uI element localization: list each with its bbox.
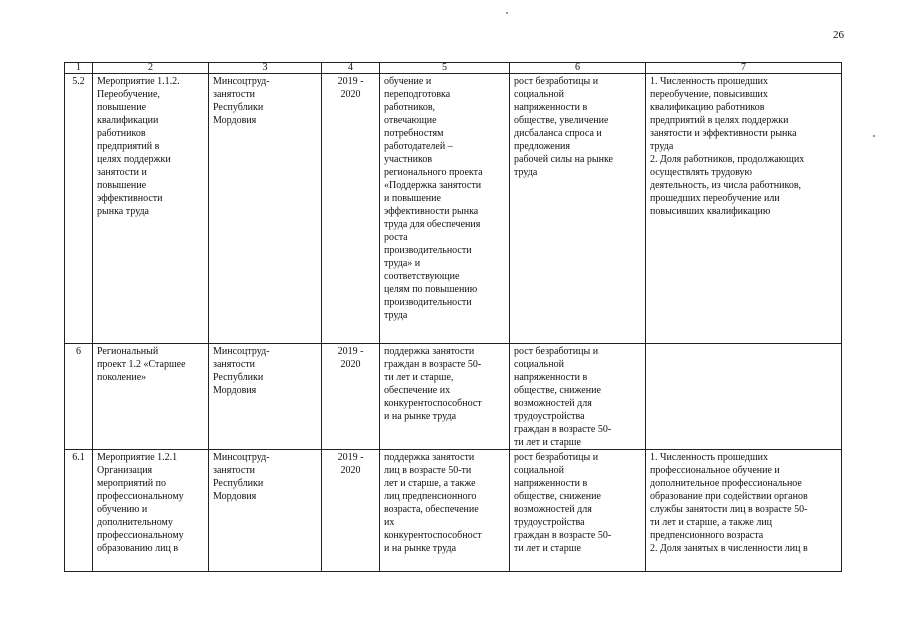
measure-name: Региональный проект 1.2 «Старшее поколение» xyxy=(93,344,209,450)
implementation-period: 2019 - 2020 xyxy=(322,74,380,344)
table-row xyxy=(65,344,842,450)
non-implementation-effect: рост безработицы и социальной напряженности в обществе, снижение возможностей для трудоустройства граждан в возрасте 50- ти лет и старше xyxy=(510,344,646,450)
measure-name: Мероприятие 1.1.2. Переобучение, повышение квалификации работников предприятий в целях поддержки занятости и повышение эффективности рынка труда xyxy=(93,74,209,344)
measures-table xyxy=(64,62,842,572)
scan-speck xyxy=(873,135,875,137)
responsible-executor: Минсоцтруд- занятости Республики Мордовия xyxy=(209,344,322,450)
column-number: 5 xyxy=(380,63,510,74)
table-row xyxy=(65,74,842,344)
related-indicators: 1. Численность прошедших профессиональное обучение и дополнительное профессиональное образование при содействии органов службы занятости лиц в возрасте 50- ти лет и старше, а также лиц предпенсионного возраста 2. Доля занятых в численности лиц в xyxy=(646,450,842,572)
column-number: 6 xyxy=(510,63,646,74)
non-implementation-effect: рост безработицы и социальной напряженности в обществе, снижение возможностей для трудоустройства граждан в возрасте 50- ти лет и старше xyxy=(510,450,646,572)
responsible-executor: Минсоцтруд- занятости Республики Мордовия xyxy=(209,450,322,572)
column-number: 2 xyxy=(93,63,209,74)
implementation-period: 2019 - 2020 xyxy=(322,344,380,450)
implementation-period: 2019 - 2020 xyxy=(322,450,380,572)
column-number-row xyxy=(65,63,842,74)
column-number: 3 xyxy=(209,63,322,74)
responsible-executor: Минсоцтруд- занятости Республики Мордовия xyxy=(209,74,322,344)
scan-speck xyxy=(506,12,508,14)
measure-name: Мероприятие 1.2.1 Организация мероприятий по профессиональному обучению и дополнительному профессиональному образованию лиц в xyxy=(93,450,209,572)
measure-goal: поддержка занятости граждан в возрасте 50- ти лет и старше, обеспечение их конкурентоспособност и на рынке труда xyxy=(380,344,510,450)
column-number: 4 xyxy=(322,63,380,74)
column-number: 1 xyxy=(65,63,93,74)
column-number: 7 xyxy=(646,63,842,74)
page-number: 26 xyxy=(833,29,844,41)
row-number: 5.2 xyxy=(65,74,93,344)
table-row xyxy=(65,450,842,572)
related-indicators xyxy=(646,344,842,450)
related-indicators: 1. Численность прошедших переобучение, повысивших квалификацию работников предприятий в целях поддержки занятости и эффективности рынка труда 2. Доля работников, продолжающих осуществлять трудовую деятельность, из числа работников, прошедших переобучение или повысивших квалификацию xyxy=(646,74,842,344)
row-number: 6.1 xyxy=(65,450,93,572)
measure-goal: поддержка занятости лиц в возрасте 50-ти лет и старше, а также лиц предпенсионного возраста, обеспечение их конкурентоспособност и на рынке труда xyxy=(380,450,510,572)
row-number: 6 xyxy=(65,344,93,450)
measure-goal: обучение и переподготовка работников, отвечающие потребностям работодателей – участников регионального проекта «Поддержка занятости и повышение эффективности рынка труда для обеспечения роста производительности труда» и соответствующие целям по повышению производительности труда xyxy=(380,74,510,344)
non-implementation-effect: рост безработицы и социальной напряженности в обществе, увеличение дисбаланса спроса и предложения рабочей силы на рынке труда xyxy=(510,74,646,344)
